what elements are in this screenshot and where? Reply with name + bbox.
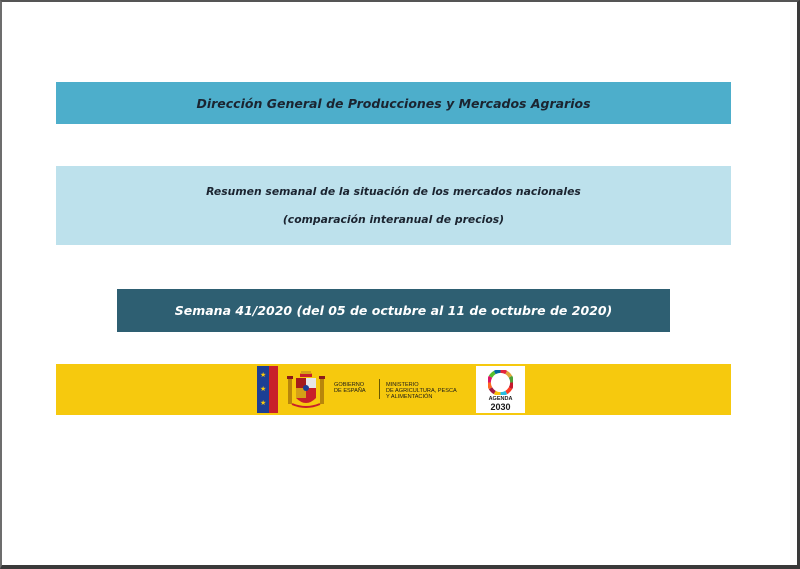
ministerio-line: DE AGRICULTURA, PESCA [386,388,457,395]
direccion-banner [56,82,731,124]
agenda-word: AGENDA [488,396,513,402]
semana-banner [117,289,670,332]
agenda-2030-logo [476,366,525,413]
spain-red-bar [269,366,278,413]
ministerio-line: Y ALIMENTACIÓN [386,394,433,401]
sdg-wheel-icon [488,370,513,395]
ministerio-label [386,382,457,401]
ministerio-line: MINISTERIO [386,382,419,388]
logo-divider [379,379,380,399]
resumen-title: Resumen semanal de la situación de los mercados nacionales [206,185,581,198]
eu-star-icon: ★ [260,399,267,407]
resumen-banner [56,166,731,245]
semana-label: Semana 41/2020 (del 05 de octubre al 11 de octubre de 2020) [174,303,613,318]
gobierno-label [334,382,366,394]
resumen-subtitle: (comparación interanual de precios) [282,213,505,226]
agenda-year: 2030 [490,402,511,412]
eu-star-icon: ★ [260,385,267,393]
eu-star-icon: ★ [260,371,267,379]
gobierno-line: DE ESPAÑA [334,388,366,395]
coat-of-arms-icon [286,368,326,412]
direccion-title: Dirección General de Producciones y Mercados Agrarios [196,95,591,111]
gobierno-line: GOBIERNO [334,382,365,388]
logo-strip [56,364,731,415]
